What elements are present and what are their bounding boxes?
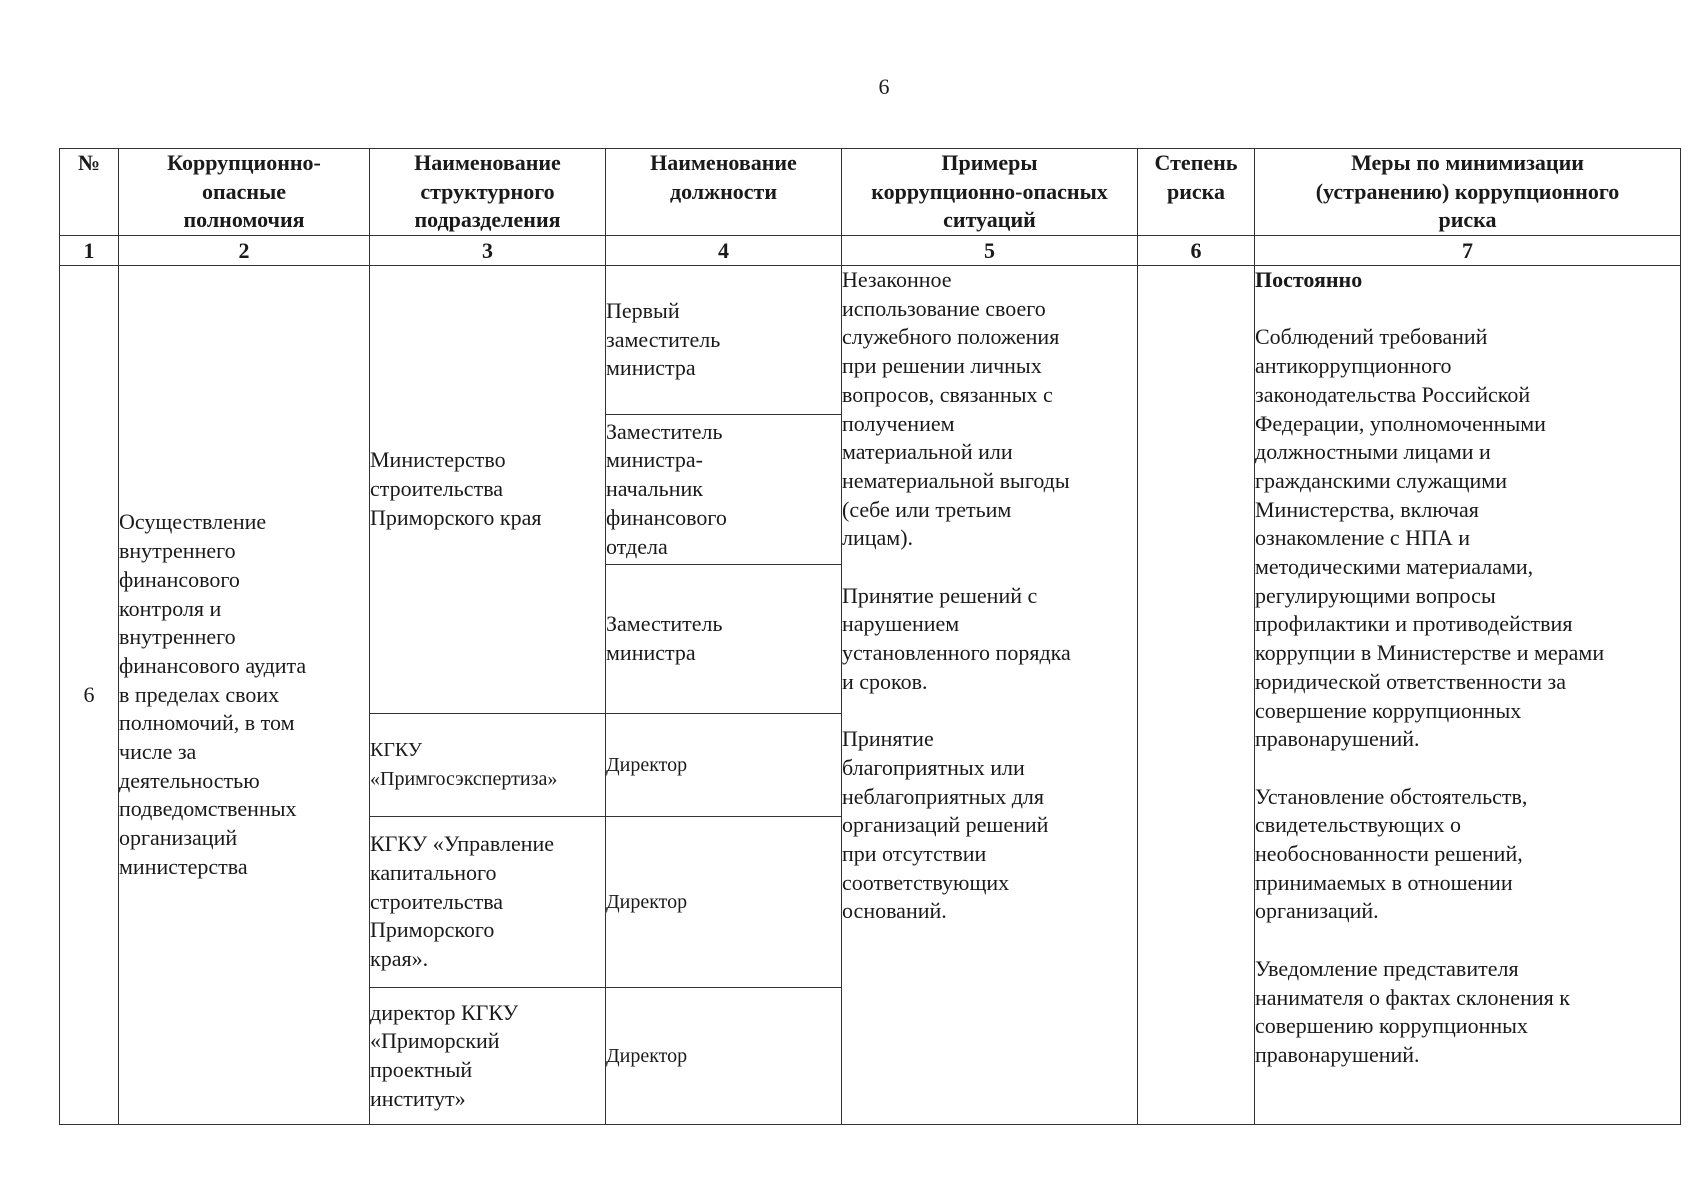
text-line: риска [1438, 207, 1497, 232]
text-line: капитального [370, 859, 497, 885]
table-row [60, 266, 1681, 415]
text-line: «Приморский [370, 1028, 500, 1054]
text-line: Заместитель [606, 611, 723, 637]
corruption-risk-table [59, 148, 1681, 1125]
text-line: совершение коррупционных [1255, 697, 1522, 723]
header-department [370, 149, 606, 236]
text-line: Директор [606, 890, 688, 913]
text-line: служебного положения [842, 324, 1060, 350]
text-line: материальной или [842, 439, 1013, 465]
text-line: Осуществление [119, 509, 267, 535]
text-line: № [77, 150, 101, 175]
position-director-3 [606, 988, 842, 1125]
measure-2 [1255, 783, 1680, 927]
text-line: внутреннего [119, 538, 236, 564]
header-row [60, 149, 1681, 236]
text-line: коррупции в Министерстве и мерами [1255, 640, 1605, 666]
text-line: Коррупционно- [167, 150, 321, 175]
page-number: 6 [878, 74, 890, 99]
text-line: Директор [606, 1044, 688, 1067]
text-line: в пределах своих [119, 681, 280, 707]
text-line: нарушением [842, 611, 960, 637]
header-measures [1255, 149, 1681, 236]
text-line: строительства [370, 476, 504, 502]
text-line: подведомственных [119, 796, 297, 822]
column-number-5: 5 [842, 236, 1138, 266]
text-line: контроля и [119, 595, 222, 621]
text-line: директор КГКУ [370, 999, 519, 1025]
text-line: проектный [370, 1057, 473, 1082]
header-risk-degree [1138, 149, 1255, 236]
text-line: структурного [420, 178, 555, 204]
position-first-deputy [606, 266, 842, 415]
text-line: Уведомление представителя [1255, 955, 1519, 981]
row-number: 6 [60, 266, 119, 1125]
text-line: принимаемых в отношении [1255, 869, 1513, 895]
department-primgosexpertiza [370, 714, 606, 817]
header-situations [842, 149, 1138, 236]
text-line: законодательства Российской [1255, 381, 1531, 407]
text-line: деятельностью [119, 767, 260, 793]
text-line: использование своего [842, 295, 1046, 321]
department-capital-construction [370, 817, 606, 988]
text-line: институт» [370, 1085, 466, 1111]
text-line: Первый [606, 297, 680, 323]
text-line: министра- [606, 447, 703, 473]
text-line: (устранению) коррупционного [1315, 178, 1620, 204]
text-line: Директор [606, 753, 688, 776]
text-line: Установление обстоятельств, [1255, 783, 1528, 809]
measure-3 [1255, 955, 1680, 1070]
header-number [60, 149, 119, 236]
text-line: при решении личных [842, 353, 1042, 379]
text-line: свидетельствующих о [1255, 812, 1461, 838]
text-line: Меры по минимизации [1351, 150, 1584, 175]
text-line: нанимателя о фактах склонения к [1255, 984, 1570, 1010]
text-line: правонарушений. [1255, 1041, 1420, 1067]
column-number-7: 7 [1255, 236, 1681, 266]
text-line: полномочия [183, 207, 305, 232]
text-line: полномочий, в том [119, 710, 295, 736]
position-deputy-minister [606, 565, 842, 714]
text-line: при отсутствии [842, 841, 987, 867]
header-powers [119, 149, 370, 236]
text-line: гражданскими служащими [1255, 467, 1507, 493]
column-number-6: 6 [1138, 236, 1255, 266]
text-line: строительства [370, 888, 504, 914]
text-line: лицам). [842, 525, 914, 551]
corruption-powers-cell [119, 266, 370, 1125]
text-line: Приморского края [370, 504, 542, 530]
text-line: организаций. [1255, 898, 1379, 924]
text-line: соответствующих [842, 869, 1010, 895]
text-line: Министерство [370, 447, 506, 473]
text-line: КГКУ «Управление [370, 831, 555, 857]
text-line: ознакомление с НПА и [1255, 525, 1471, 551]
column-number-row [60, 236, 1681, 266]
text-line: антикоррупционного [1255, 353, 1452, 379]
measures-cell [1255, 266, 1681, 1125]
risk-degree-cell [1138, 266, 1255, 1125]
text-line: благоприятных или [842, 754, 1025, 780]
text-line: регулирующими вопросы [1255, 582, 1496, 608]
situations-cell [842, 266, 1138, 1125]
text-line: внутреннего [119, 624, 236, 650]
text-line: Степень [1154, 150, 1238, 175]
text-line: вопросов, связанных с [842, 381, 1053, 407]
text-line: коррупционно-опасных [871, 178, 1108, 204]
measures-title: Постоянно [1255, 267, 1363, 292]
text-line: профилактики и противодействия [1255, 611, 1573, 637]
text-line: финансового [119, 566, 240, 592]
column-number-3: 3 [370, 236, 606, 266]
department-design-institute [370, 988, 606, 1125]
text-line: (себе или третьим [842, 496, 1012, 522]
text-line: правонарушений. [1255, 726, 1420, 752]
text-line: получением [842, 410, 955, 436]
text-line: КГКУ [370, 739, 423, 762]
text-line: неблагоприятных для [842, 783, 1045, 809]
text-line: Незаконное [842, 267, 952, 292]
text-line: опасные [201, 178, 287, 204]
text-line: Соблюдений требований [1255, 324, 1488, 350]
text-line: «Примгосэкспертиза» [370, 768, 558, 790]
position-director-2 [606, 817, 842, 988]
situation-1 [842, 266, 1137, 553]
position-director-1 [606, 714, 842, 817]
text-line: необоснованности решений, [1255, 841, 1523, 867]
text-line: Министерства, включая [1255, 496, 1479, 522]
text-line: юридической ответственности за [1255, 668, 1566, 694]
text-line: края». [370, 946, 429, 972]
text-line: числе за [119, 739, 197, 765]
column-number-4: 4 [606, 236, 842, 266]
text-line: организаций [119, 825, 238, 851]
text-line: должностными лицами и [1255, 439, 1491, 465]
header-position [606, 149, 842, 236]
text-line: методическими материалами, [1255, 554, 1534, 580]
text-line: Наименование [650, 150, 797, 175]
text-line: установленного порядка [842, 640, 1071, 666]
text-line: подразделения [414, 207, 561, 232]
text-line: отдела [606, 533, 668, 559]
text-line: начальник [606, 476, 703, 502]
text-line: Федерации, уполномоченными [1255, 410, 1546, 436]
text-line: совершению коррупционных [1255, 1013, 1528, 1039]
text-line: финансового [606, 504, 727, 530]
situation-3 [842, 725, 1137, 926]
column-number-2: 2 [119, 236, 370, 266]
text-line: оснований. [842, 898, 947, 924]
text-line: Приморского [370, 917, 495, 943]
text-line: финансового аудита [119, 652, 307, 678]
text-line: Наименование [414, 150, 561, 175]
situation-2 [842, 582, 1137, 697]
text-line: организаций решений [842, 812, 1049, 838]
text-line: Принятие [842, 726, 934, 752]
text-line: заместитель [606, 326, 721, 352]
text-line: Заместитель [606, 418, 723, 444]
department-ministry [370, 266, 606, 714]
text-line: министра [606, 640, 696, 665]
text-line: и сроков. [842, 668, 928, 694]
text-line: министерства [119, 853, 248, 879]
text-line: министра [606, 355, 696, 381]
position-deputy-head-finance [606, 415, 842, 565]
measure-1 [1255, 323, 1680, 754]
column-number-1: 1 [60, 236, 119, 266]
text-line: нематериальной выгоды [842, 467, 1070, 493]
text-line: риска [1166, 178, 1226, 204]
text-line: Примеры [941, 150, 1038, 175]
text-line: ситуаций [943, 207, 1036, 232]
text-line: Принятие решений с [842, 582, 1038, 608]
text-line: должности [669, 178, 778, 204]
